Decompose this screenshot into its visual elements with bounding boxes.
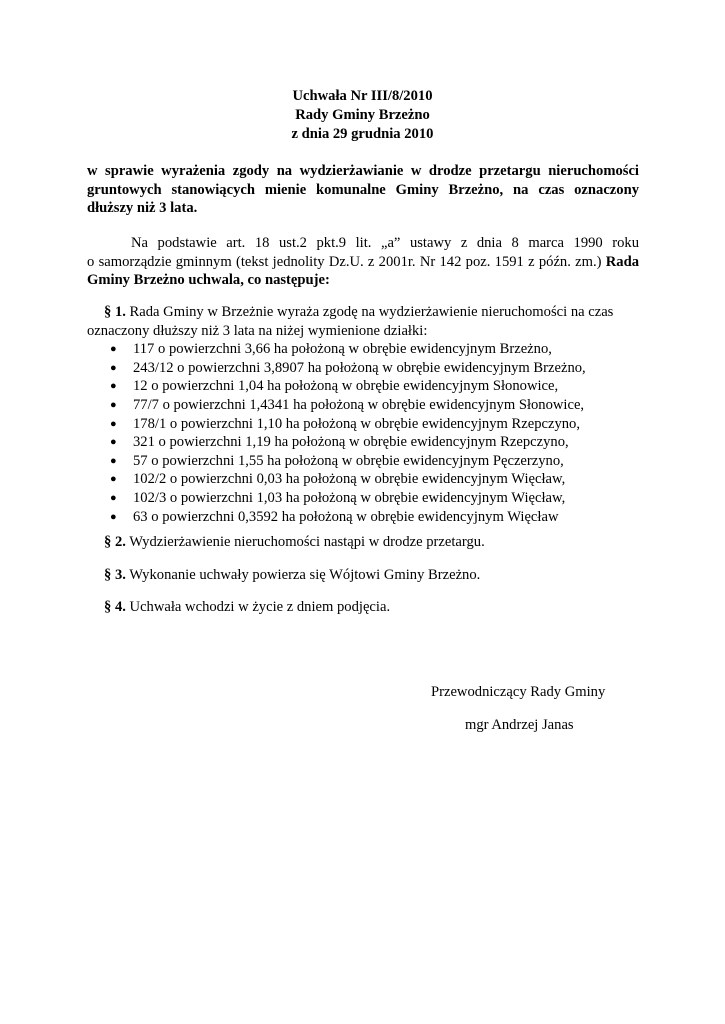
list-item — [104, 433, 586, 452]
list-item — [104, 415, 586, 434]
legal-basis-line: Gminy Brzeżno uchwala, co następuje: — [87, 272, 330, 289]
parcel-text: 77/7 o powierzchni 1,4341 ha położoną w obrębie ewidencyjnym Słonowice, — [133, 396, 585, 413]
list-item — [104, 377, 586, 396]
bullet-icon: ● — [110, 473, 117, 486]
list-item — [104, 489, 586, 508]
parcel-text: 178/1 o powierzchni 1,10 ha położoną w obrębie ewidencyjnym Rzepczyno, — [133, 415, 581, 432]
section-4-text: Uchwała wchodzi w życie z dniem podjęcia. — [125, 599, 391, 615]
list-item — [104, 359, 586, 378]
list-item — [104, 452, 586, 471]
subject-line: gruntowych stanowiących mienie komunalne Gminy Brzeżno, na czas oznaczony — [87, 181, 639, 198]
legal-basis-bold: Rada — [605, 253, 639, 270]
parcel-list — [104, 340, 586, 526]
list-item — [104, 340, 586, 359]
subject-line: w sprawie wyrażenia zgody na wydzierżawianie w drodze przetargu nieruchomości — [87, 163, 639, 179]
bullet-icon: ● — [110, 510, 117, 523]
section-3-text: Wykonanie uchwały powierza się Wójtowi Gminy Brzeżno. — [125, 567, 481, 583]
signature-title: Przewodniczący Rady Gminy — [431, 684, 606, 700]
section-1-line: oznaczony dłuższy niż 3 lata na niżej wymienione działki: — [87, 322, 428, 339]
bullet-icon: ● — [110, 343, 117, 355]
resolution-subject — [87, 162, 639, 218]
legal-basis-text: o samorządzie gminnym (tekst jednolity Dz.U. z 2001r. Nr 142 poz. 1591 z późn. zm.) — [87, 253, 606, 270]
parcel-text: 117 o powierzchni 3,66 ha położoną w obrębie ewidencyjnym Brzeżno, — [133, 341, 552, 357]
subject-line: dłuższy niż 3 lata. — [87, 200, 198, 217]
bullet-icon: ● — [110, 436, 117, 449]
parcel-text: 63 o powierzchni 0,3592 ha położoną w obrębie ewidencyjnym Więcław — [133, 508, 559, 525]
parcel-text: 321 o powierzchni 1,19 ha położoną w obrębie ewidencyjnym Rzepczyno, — [133, 434, 569, 451]
resolution-date: z dnia 29 grudnia 2010 — [291, 126, 434, 142]
council-name: Rady Gminy Brzeżno — [295, 107, 430, 123]
parcel-text: 102/2 o powierzchni 0,03 ha położoną w obrębie ewidencyjnym Więcław, — [133, 471, 566, 488]
bullet-icon: ● — [110, 398, 117, 411]
section-4 — [104, 598, 390, 617]
list-item — [104, 470, 586, 489]
resolution-number: Uchwała Nr III/8/2010 — [292, 88, 433, 104]
list-item — [104, 396, 586, 415]
section-1-line — [87, 303, 639, 322]
legal-basis — [87, 234, 639, 290]
bullet-icon: ● — [110, 417, 117, 430]
signature-name: mgr Andrzej Janas — [465, 717, 574, 733]
bullet-icon: ● — [110, 454, 117, 467]
parcel-text: 57 o powierzchni 1,55 ha położoną w obrębie ewidencyjnym Pęczerzyno, — [133, 452, 564, 469]
bullet-icon: ● — [110, 361, 117, 374]
section-mark: § 1. — [104, 304, 126, 320]
section-2-text: Wydzierżawienie nieruchomości nastąpi w drodze przetargu. — [125, 534, 485, 550]
section-mark: § 4. — [104, 599, 126, 615]
section-1-text: Rada Gminy w Brzeżnie wyraża zgodę na wydzierżawienie nieruchomości na czas — [125, 304, 614, 320]
section-mark: § 2. — [104, 534, 126, 550]
document-header — [0, 87, 725, 144]
section-2 — [104, 533, 485, 552]
legal-basis-line — [87, 253, 639, 272]
section-1 — [87, 303, 639, 340]
parcel-text: 243/12 o powierzchni 3,8907 ha położoną w obrębie ewidencyjnym Brzeżno, — [133, 359, 586, 376]
section-mark: § 3. — [104, 567, 126, 583]
parcel-text: 12 o powierzchni 1,04 ha położoną w obrębie ewidencyjnym Słonowice, — [133, 378, 559, 395]
bullet-icon: ● — [110, 492, 117, 505]
list-item — [104, 508, 586, 527]
legal-basis-line: Na podstawie art. 18 ust.2 pkt.9 lit. „a” ustawy z dnia 8 marca 1990 roku — [131, 235, 639, 251]
section-3 — [104, 566, 480, 585]
bullet-icon: ● — [110, 380, 117, 393]
parcel-text: 102/3 o powierzchni 1,03 ha położoną w obrębie ewidencyjnym Więcław, — [133, 490, 566, 507]
